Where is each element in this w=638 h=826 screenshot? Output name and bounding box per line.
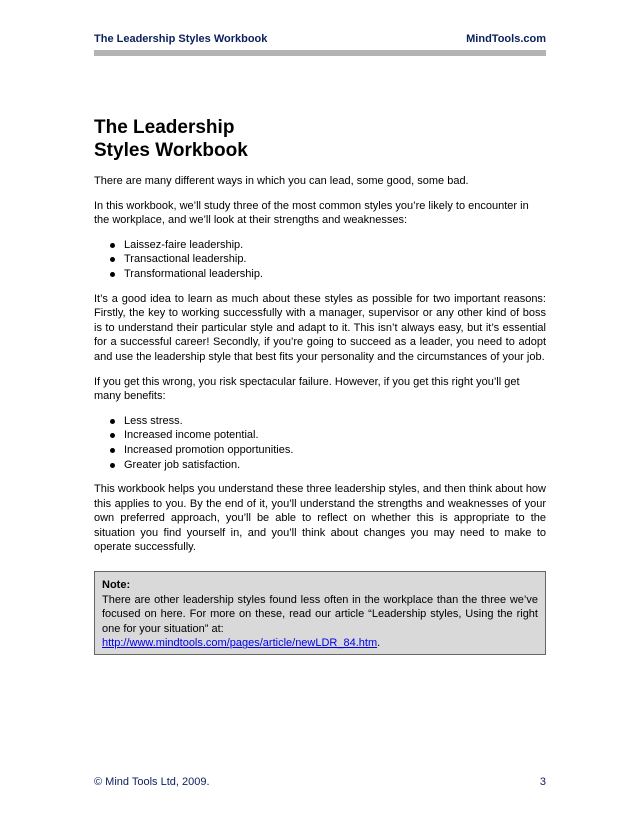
bullet-icon [110,448,115,453]
list-item [94,428,546,443]
list-item [94,238,546,253]
note-title: Note: [102,579,131,591]
list-item-text: Transactional leadership. [124,253,247,266]
styles-intro-paragraph: In this workbook, we’ll study three of the most common styles you’re likely to encounter in the workplace, and we’ll look at their strengths and weaknesses: [94,199,529,227]
benefits-list [94,414,546,472]
intro-paragraph: There are many different ways in which you can lead, some good, some bad. [94,175,469,187]
bullet-icon [110,419,115,424]
body-content [94,174,546,565]
workbook-purpose-paragraph: This workbook helps you understand these three leadership styles, and then think about how this applies to you. By the end of it, you’ll understand the strengths and weaknesses of your own preferred approach, you’ll be able to reflect on whether this is appropriate to the situation you find yourself in, and you’ll think about changes you may need to make to operate successfully. [94,483,546,554]
header-title: The Leadership Styles Workbook [94,33,268,45]
page-number: 3 [539,776,546,788]
page-title-line-1: The Leadership [94,117,235,138]
list-item-text: Less stress. [124,414,183,427]
reasons-paragraph: It’s a good idea to learn as much about these styles as possible for two important reasons: Firstly, the key to working successfully with a manager, supervisor or any other kind of boss is to understand their particular style and adapt to it. This isn’t always easy, but it’s essential for a successful career! Secondly, if you’re going to succeed as a leader, you need to adopt and use the leadership style that best fits your personality and the circumstances of your job. [94,292,546,363]
list-item-text: Increased income potential. [124,429,259,442]
bullet-icon [110,257,115,262]
note-text [102,593,538,651]
header-site: MindTools.com [466,33,546,45]
list-item [94,443,546,458]
list-item [94,458,546,473]
footer-copyright: © Mind Tools Ltd, 2009. [94,776,210,788]
header-divider [94,50,546,56]
note-link-suffix: . [377,637,381,650]
list-item-text: Laissez-faire leadership. [124,238,244,251]
list-item [94,252,546,267]
bullet-icon [110,272,115,277]
page-header [94,33,546,47]
list-item-text: Increased promotion opportunities. [124,443,294,456]
bullet-icon [110,463,115,468]
list-item [94,414,546,429]
list-item-text: Greater job satisfaction. [124,458,241,471]
note-body: There are other leadership styles found less often in the workplace than the three we’ve focused on here. For more on these, read our article “Leadership styles, Using the right one for your situation” at: [102,593,538,635]
page-title [94,116,546,162]
bullet-icon [110,433,115,438]
document-page [94,0,546,826]
page-title-line-2: Styles Workbook [94,140,248,161]
note-box [94,571,546,655]
list-item [94,267,546,282]
benefits-intro-paragraph: If you get this wrong, you risk spectacular failure. However, if you get this right you’ll get many benefits: [94,375,520,403]
list-item-text: Transformational leadership. [124,267,263,280]
article-link[interactable]: http://www.mindtools.com/pages/article/newLDR_84.htm [102,637,378,650]
bullet-icon [110,243,115,248]
styles-list [94,238,546,282]
